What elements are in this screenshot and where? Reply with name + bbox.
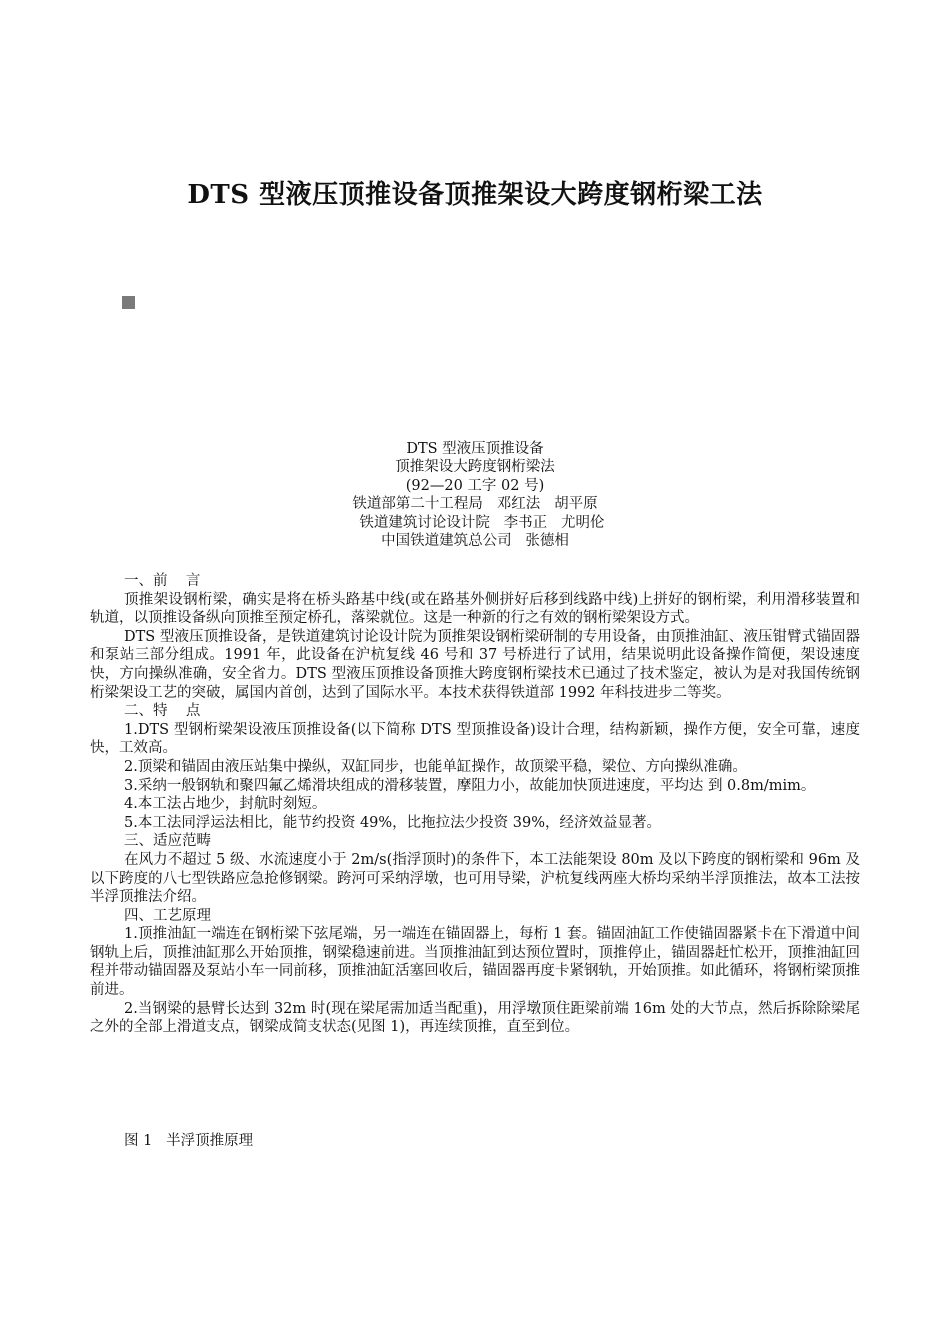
paragraph: 2.当钢梁的悬臂长达到 32m 时(现在梁尾需加适当配重)，用浮墩顶住距梁前端 16m 处的大节点，然后拆除除梁尾之外的全部上滑道支点，钢梁成简支状态(见图 1)，再连续顶推，直至到位。 [90, 1000, 860, 1036]
header-line: 铁道部第二十工程局 邓红法 胡平原 [352, 496, 598, 513]
figure-caption: 图 1 半浮顶推原理 [124, 1133, 254, 1149]
header-line: DTS 型液压顶推设备 [406, 441, 544, 457]
document-body [90, 572, 860, 1037]
header-line: 顶推架设大跨度钢桁梁法 [395, 459, 555, 476]
square-bullet-icon [122, 296, 135, 309]
section-heading: 一、前 言 [124, 573, 201, 589]
document-header [0, 440, 950, 550]
paragraph: 顶推架设钢桁梁，确实是将在桥头路基中线(或在路基外侧拼好后移到线路中线)上拼好的钢桁梁，利用滑移装置和轨道，以顶推设备纵向顶推至预定桥孔，落梁就位。这是一种新的行之有效的钢桁梁架设方式。 [90, 591, 860, 627]
paragraph: 4.本工法占地少，封航时刻短。 [124, 796, 327, 813]
paragraph: 1.顶推油缸一端连在钢桁梁下弦尾端，另一端连在锚固器上，每桁 1 套。锚固油缸工作使锚固器紧卡在下滑道中间钢轨上后，顶推油缸那么开始顶推，钢梁稳速前进。当顶推油缸到达预位置时，顶推停止，锚固器赶忙松开，顶推油缸回程并带动锚固器及泵站小车一同前移，顶推油缸活塞回收后，锚固器再度卡紧钢轨，开始顶推。如此循环，将钢桁梁顶推前进。 [90, 926, 860, 999]
section-heading: 三、适应范畴 [124, 833, 211, 850]
document-title: DTS 型液压顶推设备顶推架设大跨度钢桁梁工法 [187, 180, 763, 210]
header-line: 铁道建筑讨论设计院 李书正 尤明伦 [345, 514, 605, 531]
header-line: (92—20 工字 02 号) [405, 477, 545, 494]
header-line: 中国铁道建筑总公司 张德相 [381, 533, 569, 550]
section-heading: 四、工艺原理 [124, 907, 211, 924]
paragraph: DTS 型液压顶推设备，是铁道建筑讨论设计院为顶推架设钢桁梁研制的专用设备，由顶推油缸、液压钳臂式锚固器和泵站三部分组成。1991 年，此设备在沪杭复线 46 号和 37 号桥进行了试用，结果说明此设备操作简便，架设速度快，方向操纵准确，安全省力。DTS 型液压顶推设备顶推大跨度钢桁梁技术已通过了技术鉴定，被认为是对我国传统钢桁梁架设工艺的突破，属国内首创，达到了国际水平。本技术获得铁道部 1992 年科技进步二等奖。 [90, 628, 860, 701]
paragraph: 5.本工法同浮运法相比，能节约投资 49%，比拖拉法少投资 39%，经济效益显著。 [124, 814, 662, 831]
section-heading: 二、特 点 [124, 703, 201, 720]
paragraph: 1.DTS 型钢桁梁架设液压顶推设备(以下简称 DTS 型顶推设备)设计合理，结构新颖，操作方便，安全可靠，速度快，工效高。 [90, 721, 860, 757]
paragraph: 3.采纳一般钢轨和聚四氟乙烯滑块组成的滑移装置，摩阻力小，故能加快顶进速度，平均达 到 0.8m/mim。 [124, 777, 816, 794]
paragraph: 在风力不超过 5 级、水流速度小于 2m/s(指浮顶时)的条件下，本工法能架设 80m 及以下跨度的钢桁梁和 96m 及以下跨度的八七型铁路应急抢修钢梁。跨河可采纳浮墩，也可用导梁，沪杭复线两座大桥均采纳半浮顶推法，故本工法按半浮顶推法介绍。 [90, 851, 860, 906]
paragraph: 2.顶梁和锚固由液压站集中操纵，双缸同步，也能单缸操作，故顶梁平稳，梁位、方向操纵准确。 [124, 758, 747, 775]
